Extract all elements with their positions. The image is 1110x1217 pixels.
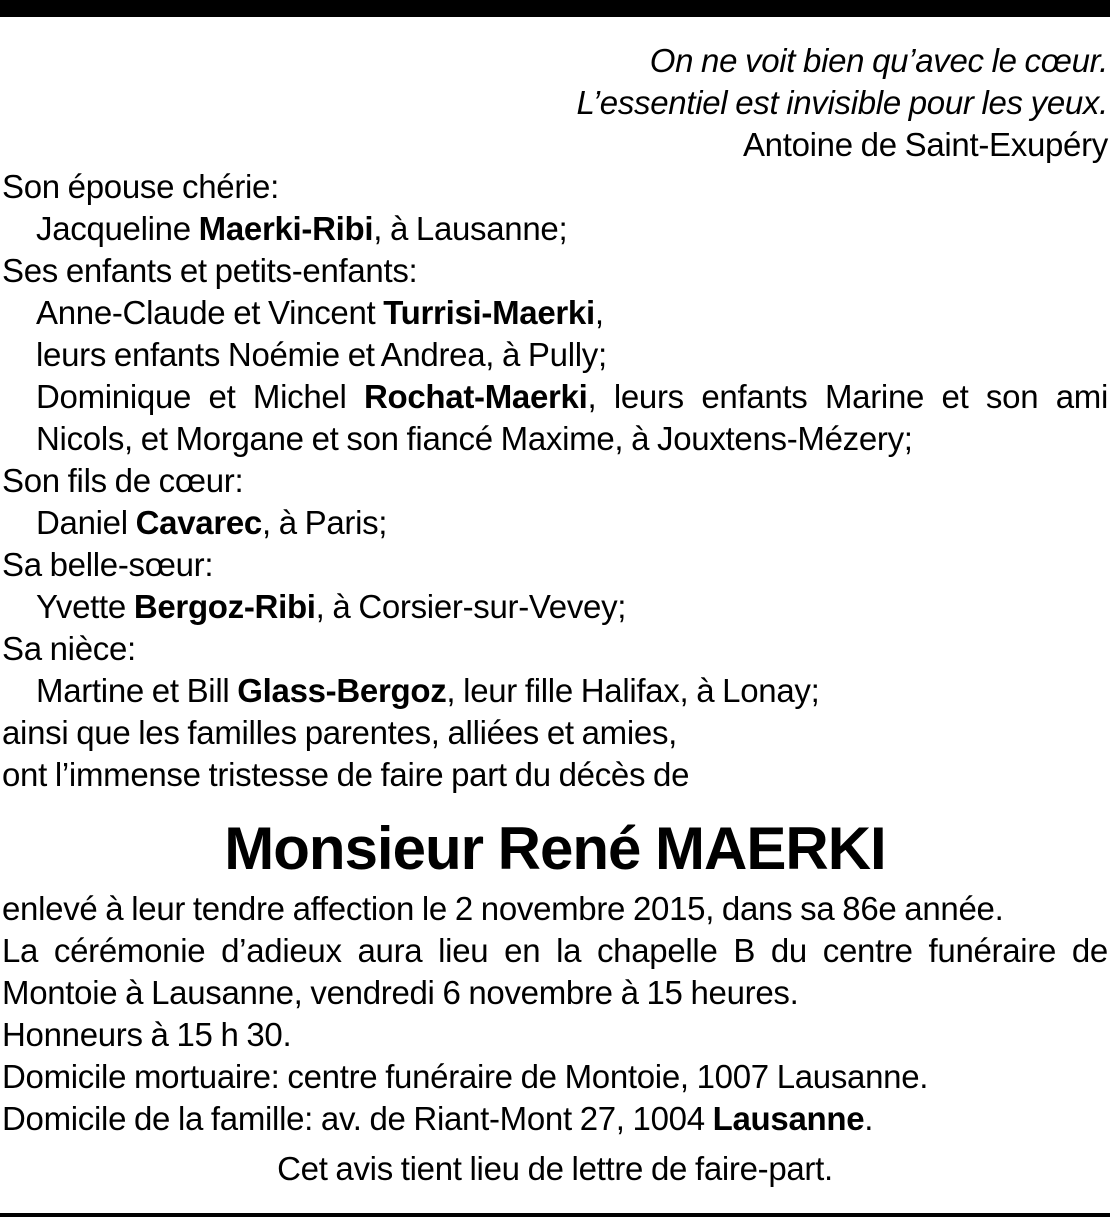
- deceased-name: Monsieur René MAERKI: [224, 815, 886, 882]
- notice-body: [2, 40, 1108, 1190]
- quote-line-1: [2, 40, 1108, 82]
- closing-line: Cet avis tient lieu de lettre de faire-part.: [277, 1150, 833, 1187]
- sisterinlaw-entry: [2, 586, 1108, 628]
- child1-kids: leurs enfants Noémie et Andrea, à Pully;: [36, 336, 607, 373]
- niece-rest: , leur fille Halifax, à Lonay;: [446, 672, 820, 709]
- mortuary-line: Domicile mortuaire: centre funéraire de Montoie, 1007 Lausanne.: [2, 1058, 929, 1095]
- heartson-heading: Son fils de cœur:: [2, 462, 244, 499]
- announce-line: ont l’immense tristesse de faire part du décès de: [2, 756, 690, 793]
- sisterinlaw-rest: , à Corsier-sur-Vevey;: [315, 588, 627, 625]
- child2-first: Dominique et Michel: [36, 378, 364, 415]
- relatives-line: ainsi que les familles parentes, alliées et amies,: [2, 714, 678, 751]
- family-home-city: Lausanne: [712, 1100, 865, 1137]
- children-heading: Ses enfants et petits-enfants:: [2, 252, 418, 289]
- spouse-last: Maerki-Ribi: [198, 210, 374, 247]
- niece-first: Martine et Bill: [36, 672, 238, 709]
- top-rule: [0, 0, 1110, 17]
- ceremony-line-1: La cérémonie d’adieux aura lieu en la chapelle B du centre funéraire de: [2, 932, 1108, 969]
- heartson-last: Cavarec: [135, 504, 262, 541]
- family-home-end: .: [864, 1100, 874, 1137]
- bottom-rule: [0, 1213, 1110, 1217]
- heartson-first: Daniel: [36, 504, 136, 541]
- spouse-heading: Son épouse chérie:: [2, 168, 279, 205]
- spouse-first: Jacqueline: [36, 210, 199, 247]
- family-home-address: Domicile de la famille: av. de Riant-Mont 27, 1004: [2, 1100, 713, 1137]
- niece-last: Glass-Bergoz: [237, 672, 447, 709]
- quote-author: Antoine de Saint-Exupéry: [742, 126, 1108, 163]
- honours-line: Honneurs à 15 h 30.: [2, 1016, 292, 1053]
- child2-kids: Nicols, et Morgane et son fiancé Maxime, à Jouxtens-Mézery;: [36, 420, 913, 457]
- spacer: [2, 1140, 1108, 1148]
- niece-entry: [2, 670, 1108, 712]
- sisterinlaw-heading: Sa belle-sœur:: [2, 546, 214, 583]
- child1-last: Turrisi-Maerki: [383, 294, 595, 331]
- heartson-rest: , à Paris;: [261, 504, 388, 541]
- sisterinlaw-first: Yvette: [36, 588, 134, 625]
- spouse-entry: [2, 208, 1108, 250]
- spouse-rest: , à Lausanne;: [373, 210, 568, 247]
- child1-first: Anne-Claude et Vincent: [36, 294, 384, 331]
- family-home-line: [2, 1098, 1108, 1140]
- child2-last: Rochat-Maerki: [363, 378, 588, 415]
- quote-line-2: [2, 82, 1108, 124]
- ceremony-line-2: Montoie à Lausanne, vendredi 6 novembre à 15 heures.: [2, 974, 799, 1011]
- quote-text-1: On ne voit bien qu’avec le cœur.: [649, 42, 1108, 79]
- child1-rest: ,: [594, 294, 604, 331]
- child2-entry: [2, 376, 1108, 418]
- niece-heading: Sa nièce:: [2, 630, 136, 667]
- sisterinlaw-last: Bergoz-Ribi: [133, 588, 316, 625]
- child1-entry: [2, 292, 1108, 334]
- quote-text-2: L’essentiel est invisible pour les yeux.: [576, 84, 1108, 121]
- heartson-entry: [2, 502, 1108, 544]
- child2-rest: , leurs enfants Marine et son ami: [587, 378, 1108, 415]
- detail-line-1: enlevé à leur tendre affection le 2 novembre 2015, dans sa 86e année.: [2, 890, 1004, 927]
